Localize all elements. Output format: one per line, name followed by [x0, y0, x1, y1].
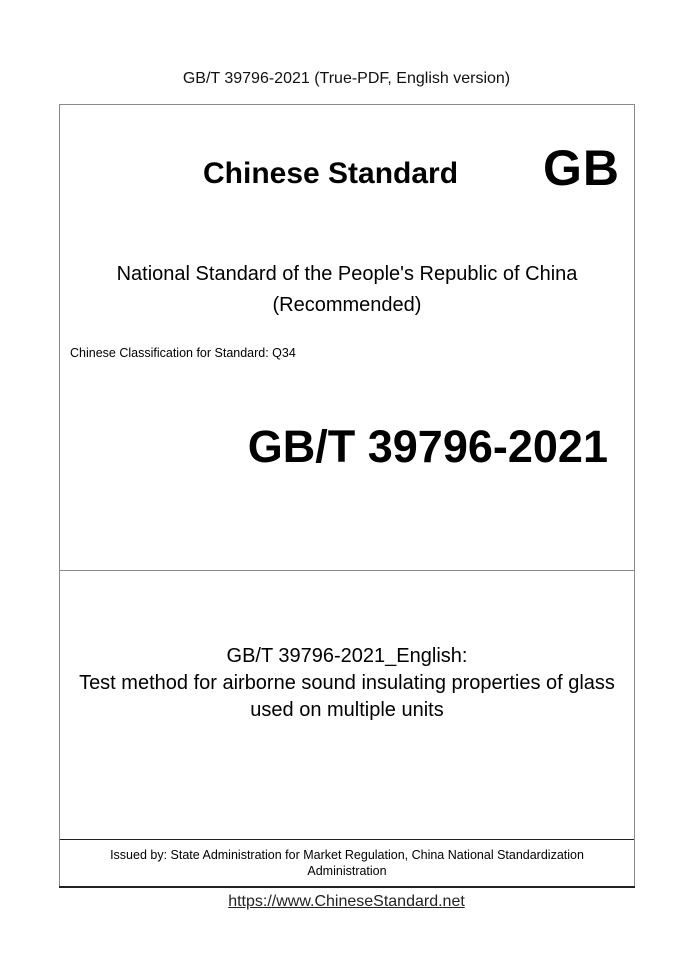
website-link[interactable]: https://www.ChineseStandard.net — [228, 893, 465, 910]
recommended-line: (Recommended) — [272, 294, 422, 316]
standard-number: GB/T 39796-2021 — [247, 421, 608, 472]
issued-by-box — [60, 839, 634, 887]
classification-text: Chinese Classification for Standard: Q34 — [70, 346, 296, 360]
gb-badge: GB — [543, 140, 620, 196]
cover-top-section — [60, 105, 634, 571]
issued-by-line: Issued by: State Administration for Market Regulation, China National Standardization — [110, 848, 584, 862]
title-line: used on multiple units — [250, 699, 444, 721]
document-title — [60, 643, 634, 724]
chinese-standard-heading: Chinese Standard — [203, 157, 459, 190]
title-line: GB/T 39796-2021_English: — [226, 645, 468, 667]
page-header: GB/T 39796-2021 (True-PDF, English version) — [182, 70, 511, 87]
national-standard-line: National Standard of the People's Republic of China — [116, 263, 578, 285]
cover-bottom-border — [59, 886, 635, 888]
title-line: Test method for airborne sound insulating properties of glass — [79, 672, 615, 694]
national-standard-text — [60, 259, 634, 321]
cover-frame — [59, 104, 635, 888]
cover-title-section — [60, 571, 634, 839]
issued-by-line: Administration — [307, 864, 387, 878]
